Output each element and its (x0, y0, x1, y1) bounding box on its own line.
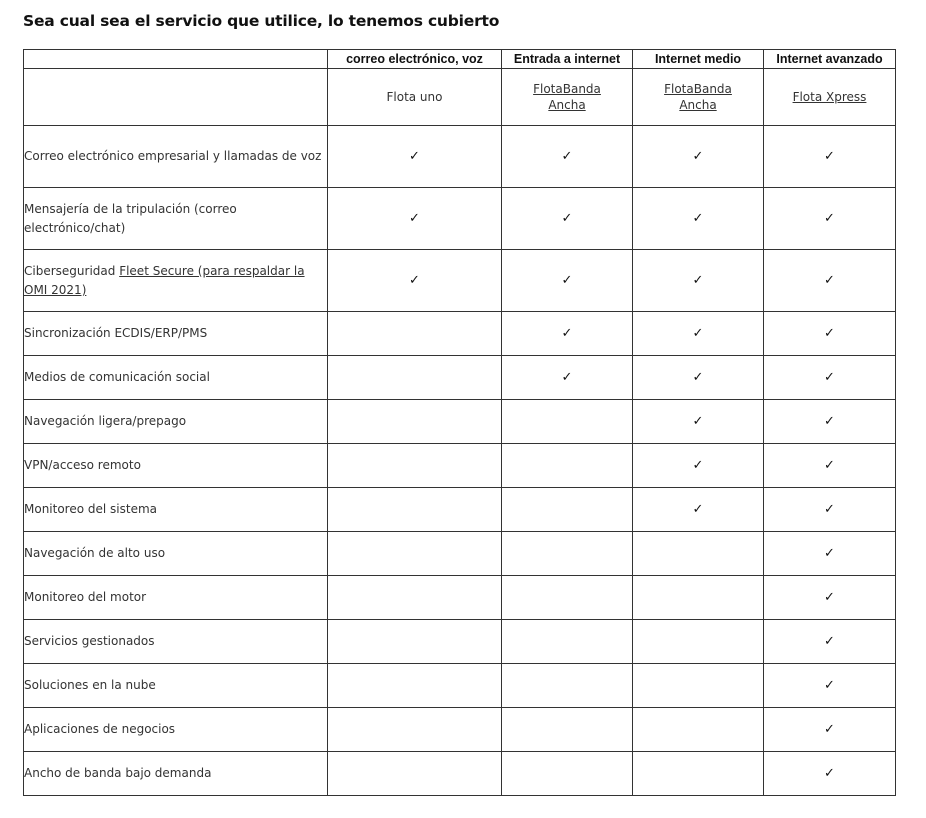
table-row (24, 400, 896, 444)
corner-heading-cell (24, 50, 328, 69)
feature-label: Medios de comunicación social (24, 370, 210, 384)
checkmark-icon: ✓ (561, 149, 573, 164)
check-cell (764, 356, 896, 400)
feature-label: Monitoreo del motor (24, 590, 147, 604)
check-cell (633, 488, 764, 532)
table-row (24, 444, 896, 488)
check-cell (633, 444, 764, 488)
plan-link[interactable]: Flota Xpress (792, 90, 867, 104)
check-cell (633, 356, 764, 400)
check-cell (328, 576, 502, 620)
table-row (24, 532, 896, 576)
check-cell (764, 312, 896, 356)
check-cell (328, 356, 502, 400)
check-cell (633, 188, 764, 250)
check-cell (633, 312, 764, 356)
check-cell (328, 752, 502, 796)
page-title: Sea cual sea el servicio que utilice, lo tenemos cubierto (23, 12, 500, 30)
checkmark-icon: ✓ (561, 326, 573, 341)
feature-cell (24, 488, 328, 532)
table-row (24, 708, 896, 752)
feature-link[interactable]: Fleet Secure (para respaldar la OMI 2021) (24, 263, 305, 297)
check-cell (764, 620, 896, 664)
check-cell (328, 400, 502, 444)
check-cell (633, 400, 764, 444)
column-heading: correo electrónico, voz (328, 50, 502, 69)
check-cell (633, 532, 764, 576)
feature-label: Ancho de banda bajo demanda (24, 766, 212, 780)
feature-label: Ciberseguridad (24, 263, 116, 278)
feature-cell (24, 620, 328, 664)
corner-plan-cell (24, 69, 328, 126)
table-row (24, 312, 896, 356)
feature-cell (24, 532, 328, 576)
plan-cell (764, 69, 896, 126)
checkmark-icon: ✓ (824, 546, 835, 561)
plan-cell (328, 69, 502, 126)
feature-cell (24, 312, 328, 356)
check-cell (502, 126, 633, 188)
checkmark-icon: ✓ (692, 211, 704, 226)
check-cell (502, 188, 633, 250)
feature-label: Navegación de alto uso (24, 546, 166, 560)
checkmark-icon: ✓ (824, 149, 835, 164)
check-cell (764, 488, 896, 532)
check-cell (502, 356, 633, 400)
check-cell (502, 488, 633, 532)
checkmark-icon: ✓ (561, 273, 573, 288)
check-cell (328, 488, 502, 532)
checkmark-icon: ✓ (561, 211, 573, 226)
feature-cell (24, 708, 328, 752)
check-cell (502, 752, 633, 796)
feature-label: Soluciones en la nube (24, 678, 156, 692)
checkmark-icon: ✓ (824, 502, 835, 517)
checkmark-icon: ✓ (692, 414, 704, 429)
check-cell (328, 188, 502, 250)
check-cell (328, 664, 502, 708)
feature-label: Sincronización ECDIS/ERP/PMS (24, 326, 208, 340)
checkmark-icon: ✓ (824, 414, 835, 429)
checkmark-icon: ✓ (824, 370, 835, 385)
checkmark-icon: ✓ (692, 273, 704, 288)
table-row (24, 620, 896, 664)
plan-name: Flota uno (386, 90, 443, 104)
checkmark-icon: ✓ (409, 273, 420, 288)
check-cell (502, 312, 633, 356)
checkmark-icon: ✓ (824, 211, 835, 226)
check-cell (633, 752, 764, 796)
feature-label: Aplicaciones de negocios (24, 722, 176, 736)
feature-label: Monitoreo del sistema (24, 502, 158, 516)
check-cell (764, 400, 896, 444)
feature-cell (24, 664, 328, 708)
table-row (24, 752, 896, 796)
checkmark-icon: ✓ (692, 458, 704, 473)
table-row (24, 488, 896, 532)
check-cell (633, 576, 764, 620)
feature-cell (24, 576, 328, 620)
check-cell (328, 708, 502, 752)
check-cell (502, 532, 633, 576)
plan-cell (633, 69, 764, 126)
feature-label: Correo electrónico empresarial y llamadas de voz (24, 149, 322, 163)
checkmark-icon: ✓ (824, 590, 835, 605)
check-cell (502, 708, 633, 752)
feature-cell (24, 400, 328, 444)
checkmark-icon: ✓ (409, 149, 420, 164)
check-cell (502, 444, 633, 488)
table-row (24, 664, 896, 708)
checkmark-icon: ✓ (692, 149, 704, 164)
check-cell (502, 664, 633, 708)
feature-cell (24, 126, 328, 188)
checkmark-icon: ✓ (824, 634, 835, 649)
check-cell (764, 752, 896, 796)
check-cell (328, 250, 502, 312)
column-heading: Entrada a internet (502, 50, 633, 69)
checkmark-icon: ✓ (409, 211, 420, 226)
feature-label: Mensajería de la tripulación (correo electrónico/chat) (24, 201, 237, 235)
feature-cell (24, 356, 328, 400)
checkmark-icon: ✓ (824, 326, 835, 341)
column-heading: Internet avanzado (764, 50, 896, 69)
table-row (24, 356, 896, 400)
check-cell (764, 708, 896, 752)
plan-cell (502, 69, 633, 126)
checkmark-icon: ✓ (824, 678, 835, 693)
check-cell (502, 576, 633, 620)
check-cell (328, 126, 502, 188)
check-cell (502, 400, 633, 444)
table-row (24, 188, 896, 250)
check-cell (764, 532, 896, 576)
check-cell (502, 250, 633, 312)
feature-cell (24, 752, 328, 796)
check-cell (502, 620, 633, 664)
checkmark-icon: ✓ (692, 370, 704, 385)
check-cell (764, 126, 896, 188)
plan-link[interactable]: FlotaBanda Ancha (664, 82, 732, 112)
check-cell (633, 250, 764, 312)
check-cell (633, 708, 764, 752)
check-cell (764, 444, 896, 488)
table-row (24, 126, 896, 188)
check-cell (328, 532, 502, 576)
feature-label: Navegación ligera/prepago (24, 414, 187, 428)
checkmark-icon: ✓ (692, 326, 704, 341)
checkmark-icon: ✓ (824, 722, 835, 737)
feature-rows (24, 126, 896, 796)
table-row (24, 250, 896, 312)
column-heading: Internet medio (633, 50, 764, 69)
check-cell (764, 188, 896, 250)
check-cell (764, 576, 896, 620)
column-heading-row (24, 50, 896, 69)
checkmark-icon: ✓ (824, 766, 835, 781)
checkmark-icon: ✓ (824, 458, 835, 473)
feature-label: Servicios gestionados (24, 634, 155, 648)
check-cell (764, 664, 896, 708)
check-cell (328, 620, 502, 664)
checkmark-icon: ✓ (692, 502, 704, 517)
check-cell (328, 444, 502, 488)
check-cell (328, 312, 502, 356)
comparison-table (23, 49, 896, 796)
plan-link[interactable]: FlotaBanda Ancha (533, 82, 601, 112)
table-row (24, 576, 896, 620)
checkmark-icon: ✓ (561, 370, 573, 385)
feature-label: VPN/acceso remoto (24, 458, 141, 472)
check-cell (764, 250, 896, 312)
plan-name-row (24, 69, 896, 126)
feature-cell (24, 250, 328, 312)
check-cell (633, 620, 764, 664)
feature-cell (24, 444, 328, 488)
check-cell (633, 126, 764, 188)
check-cell (633, 664, 764, 708)
checkmark-icon: ✓ (824, 273, 835, 288)
feature-cell (24, 188, 328, 250)
